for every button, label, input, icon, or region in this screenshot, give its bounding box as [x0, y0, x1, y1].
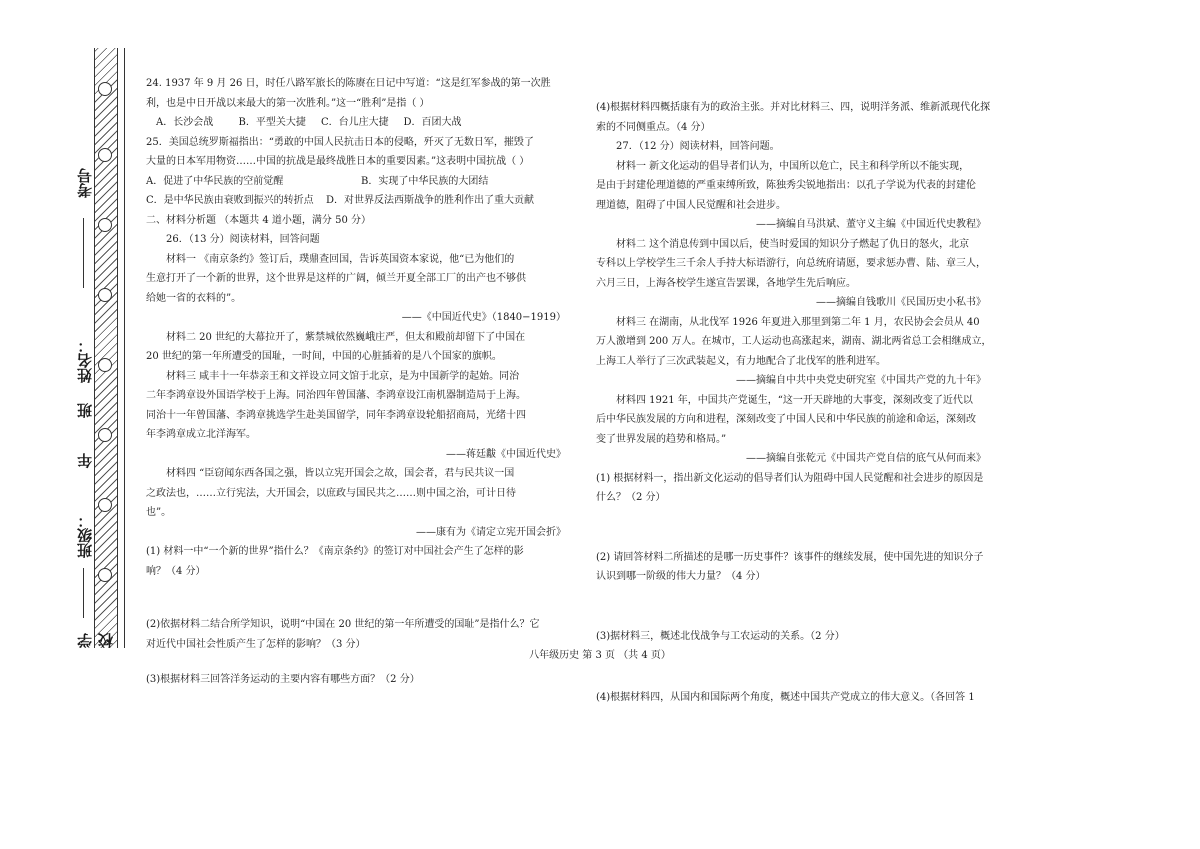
material-text: 材料二 20 世纪的大幕拉开了，紫禁城依然巍峨庄严，但太和殿前却留下了中国在: [166, 331, 526, 343]
question-text: 对近代中国社会性质产生了怎样的影响？（3 分）: [146, 638, 366, 650]
q24-option: A．长沙会战: [156, 117, 214, 128]
question-text: 索的不同侧重点。（4 分）: [596, 121, 711, 133]
binding-hole: [98, 288, 112, 302]
binding-hole: [98, 498, 112, 512]
material-source: ——《中国近代史》（1840−1919）: [401, 312, 566, 323]
page-footer: 八年级历史 第 3 页 （共 4 页）: [529, 650, 671, 661]
left-column: [146, 74, 576, 690]
material-text: 二年李鸿章设外国语学校于上海。同治四年曾国藩、李鸿章设江南机器制造局于上海。: [146, 390, 526, 401]
material-source: ——摘编自中共中央党史研究室《中国共产党的九十年》: [736, 375, 986, 386]
q24-option: B．平型关大捷: [238, 117, 306, 128]
material-text: 材料四 1921 年，中国共产党诞生，“这一开天辟地的大事变，深刻改变了近代以: [616, 394, 973, 406]
material-text: 材料二 这个消息传到中国以后，使当时爱国的知识分子燃起了仇日的怒火，北京: [616, 238, 970, 250]
q24-option: D．百团大战: [403, 117, 462, 128]
material-text: 之政法也，……立行宪法，大开国会，以庶政与国民共之……则中国之治，可计日待: [146, 487, 516, 499]
material-text: 年李鸿章成立北洋海军。: [146, 429, 256, 440]
material-text: 也”。: [146, 507, 172, 518]
q25-text: 25．美国总统罗斯福指出：“勇敢的中国人民抗击日本的侵略，歼灭了无数日军，摧毁了: [146, 136, 534, 148]
question-text: (2) 请回答材料二所描述的是哪一历史事件？该事件的继续发展，使中国先进的知识分子: [596, 551, 984, 563]
question-text: (1) 材料一中“一个新的世界”指什么？《南京条约》的签订对中国社会产生了怎样的影: [146, 546, 524, 557]
material-text: 变了世界发展的趋势和格局。”: [596, 433, 727, 445]
class-field-label: 班级：: [76, 513, 94, 558]
material-text: 材料一 《南京条约》签订后，璞鼎查回国，告诉英国资本家说，他“已为他们的: [166, 253, 515, 265]
binding-margin: [72, 48, 130, 648]
binding-hole: [98, 568, 112, 582]
answer-space: [596, 587, 996, 627]
right-column: [596, 98, 996, 708]
section-heading: 二、材料分析题 （本题共 4 道小题，满分 50 分）: [146, 214, 371, 226]
binding-hole: [98, 148, 112, 162]
q25-option: D．对世界反法西斯战争的胜利作出了重大贡献: [326, 195, 535, 206]
material-text: 材料四 “臣窃闻东西各国之强，皆以立宪开国会之故，国会者，君与民共议一国: [166, 468, 515, 479]
binding-hole: [98, 428, 112, 442]
q25-text: 大量的日本军用物资……中国的抗战是最终战胜日本的重要因素。”这表明中国抗战（ ）: [146, 156, 530, 167]
question-text: (4)根据材料四，从国内和国际两个角度，概述中国共产党成立的伟大意义。（各回答 1: [596, 692, 975, 703]
question-text: (3)根据材料三回答洋务运动的主要内容有哪些方面？（2 分）: [146, 674, 420, 685]
school-label: 学校: [76, 633, 115, 648]
q24-text: 24. 1937 年 9 月 26 日，时任八路军旅长的陈赓在日记中写道：“这是红军参战的第一次胜: [146, 78, 551, 89]
q25-options: [146, 191, 576, 211]
q25-option: C．是中华民族由衰败到振兴的转折点: [146, 195, 314, 206]
class-blank: [83, 568, 84, 618]
material-text: 给她一省的衣料的”。: [146, 292, 242, 304]
binding-hole: [98, 218, 112, 232]
material-text: 材料三 咸丰十一年恭亲王和文祥设立同文馆于北京，是为中国新学的起始。同治: [166, 370, 520, 382]
material-text: 后中华民族发展的方向和进程，深刻改变了中国人民和中华民族的前途和命运，深刻改: [596, 414, 976, 425]
seal-line: [124, 48, 125, 648]
q24-text: 利，也是中日开战以来最大的第一次胜利。”这一“胜利”是指（ ）: [146, 97, 430, 109]
question-text: 响？（4 分）: [146, 565, 206, 577]
q25-options: [146, 172, 576, 192]
binding-hole: [98, 82, 112, 96]
binding-hatch: [94, 48, 118, 648]
question-text: 认识到哪一阶级的伟大力量？（4 分）: [596, 571, 766, 582]
material-text: 20 世纪的第一年所遭受的国耻，一时间，中国的心脏插着的是八个国家的旗帜。: [146, 351, 502, 362]
material-text: 同治十一年曾国藩、李鸿章挑选学生赴美国留学，同年李鸿章设轮船招商局，光绪十四: [146, 409, 526, 421]
material-text: 上海工人举行了三次武装起义，有力地配合了北伐军的胜利进军。: [596, 355, 886, 367]
q25-option: B．实现了中华民族的大团结: [361, 175, 489, 187]
material-source: ——康有为《请定立宪开国会折》: [416, 526, 566, 538]
material-text: 理道德，阻碍了中国人民觉醒和社会进步。: [596, 199, 786, 211]
material-text: 材料一 新文化运动的倡导者们认为，中国所以危亡，民主和科学所以不能实现，: [616, 160, 970, 172]
material-text: 是由于封建伦理道德的严重束缚所致，陈独秀尖锐地指出：以孔子学说为代表的封建伦: [596, 180, 976, 191]
q25-option: A．促进了中华民族的空前觉醒: [146, 175, 284, 187]
answer-space: [596, 508, 996, 548]
exam-number-label: 考号: [76, 168, 94, 198]
class-label: 班: [76, 403, 94, 418]
material-source: ——蒋廷黻《中国近代史》: [446, 448, 566, 460]
material-text: 生意打开了一个新的世界，这个世界是这样的广阔，倾兰开夏全部工厂的出产也不够供: [146, 273, 526, 284]
exam-number-blank: [83, 218, 84, 288]
q26-heading: 26．（13 分）阅读材料，回答问题: [166, 234, 320, 245]
q24-option: C．台儿庄大捷: [321, 117, 389, 128]
material-source: ——摘编自马洪斌、董守义主编《中国近代史教程》: [756, 219, 986, 230]
material-text: 专科以上学校学生三千余人手持大标语游行，向总统府请愿，要求惩办曹、陆、章三人，: [596, 258, 986, 269]
question-text: (3)据材料三，概述北伐战争与工农运动的关系。（2 分）: [596, 630, 845, 642]
material-source: ——摘编自张乾元《中国共产党自信的底气从何而来》: [746, 453, 986, 464]
q24-options: [146, 113, 486, 133]
question-text: (2)依据材料二结合所学知识，说明“中国在 20 世纪的第一年所遭受的国耻”是指什么？它: [146, 619, 540, 630]
question-text: (1) 根据材料一，指出新文化运动的倡导者们认为阻碍中国人民觉醒和社会进步的原因是: [596, 472, 984, 484]
answer-space: [146, 581, 576, 615]
question-text: 什么？（2 分）: [596, 492, 666, 503]
material-text: 万人激增到 200 万人。在城市，工人运动也高涨起来，湖南、湖北两省总工会相继成立，: [596, 336, 992, 347]
binding-hole: [98, 358, 112, 372]
grade-label: 年: [76, 453, 94, 468]
name-label: 姓名：: [76, 338, 94, 383]
q27-heading: 27．（12 分）阅读材料，回答问题。: [616, 141, 780, 152]
material-text: 六月三日，上海各校学生遂宣告罢课，各地学生先后响应。: [596, 277, 856, 289]
material-source: ——摘编自钱歌川《民国历史小私书》: [816, 297, 986, 308]
question-text: (4)根据材料四概括康有为的政治主张。并对比材料三、四，说明洋务派、维新派现代化探: [596, 102, 991, 113]
material-text: 材料三 在湖南，从北伐军 1926 年夏进入那里到第二年 1 月，农民协会会员从 40: [616, 316, 980, 328]
